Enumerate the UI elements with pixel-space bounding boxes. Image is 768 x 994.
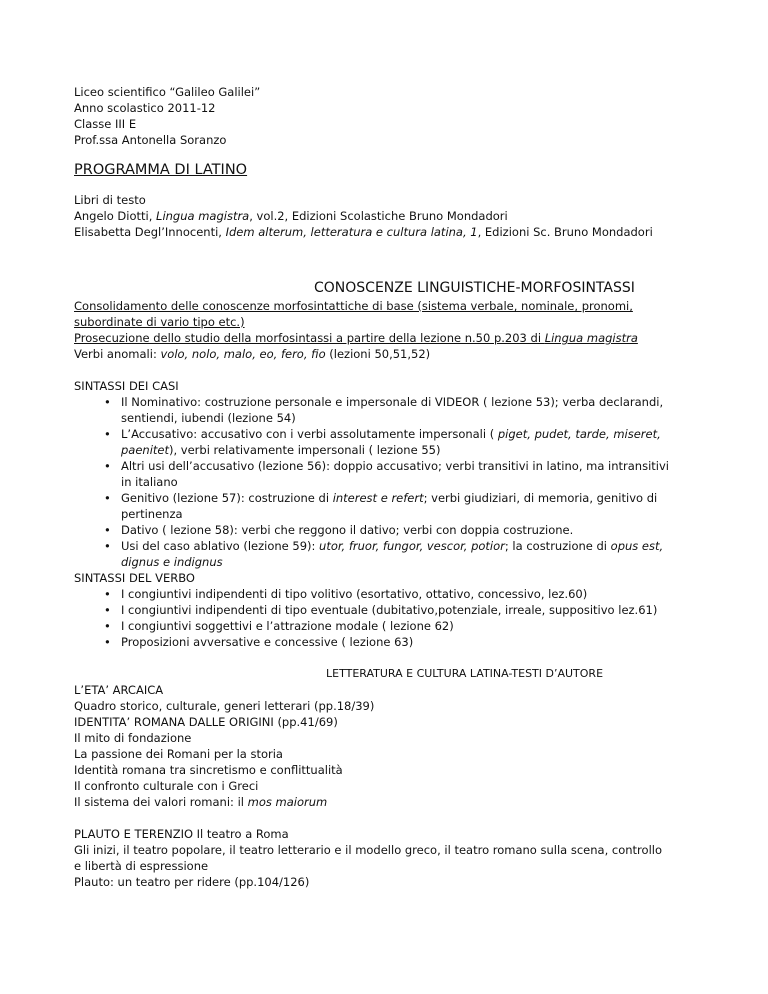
book-1-title: Lingua magistra: [156, 209, 250, 223]
item-text: sentiendi, iubendi (lezione 54): [121, 411, 296, 425]
consolidamento-line-1: Consolidamento delle conoscenze morfosintattiche di base (sistema verbale, nominale, pronomi,: [74, 299, 633, 313]
teatro-line-2: e libertà di espressione: [74, 859, 209, 873]
item-text: [121, 490, 714, 506]
item-text: • Dativo ( lezione 58): verbi che reggono il dativo; verbi con doppia costruzione.: [121, 523, 574, 537]
sintassi-casi-heading: SINTASSI DEI CASI: [74, 379, 179, 393]
book-2-details: , Edizioni Sc. Bruno Mondadori: [477, 225, 653, 239]
item-text: • I congiuntivi indipendenti di tipo volitivo (esortativo, ottativo, concessivo, lez.60): [121, 587, 588, 601]
item-text-italic: piget, pudet, tarde, miseret,: [497, 427, 661, 441]
sistema-valori-text: Il sistema dei valori romani: il: [74, 795, 248, 809]
eta-arcaica: L’ETA’ ARCAICA: [74, 683, 164, 697]
prosecuzione-book: Lingua magistra: [544, 331, 638, 345]
passione-storia: La passione dei Romani per la storia: [74, 747, 283, 761]
verbi-anomali-lessons: (lezioni 50,51,52): [325, 347, 431, 361]
item-text: in italiano: [121, 475, 178, 489]
class-name: Classe III E: [74, 117, 137, 131]
school-year: Anno scolastico 2011-12: [74, 101, 216, 115]
list-item: [121, 522, 714, 538]
item-text-part: ), verbi relativamente impersonali ( lezione 55): [169, 443, 441, 457]
sintassi-verbo-heading: SINTASSI DEL VERBO: [74, 571, 195, 585]
item-text-italic: opus est,: [610, 539, 664, 553]
item-text: • Altri usi dell’accusativo (lezione 56): doppio accusativo; verbi transitivi in latino, ma intransitivi: [121, 459, 669, 473]
list-item: [121, 586, 714, 602]
quadro-storico: Quadro storico, culturale, generi letterari (pp.18/39): [74, 699, 375, 713]
list-item: [121, 618, 714, 634]
item-text-italic: paenitet: [121, 443, 169, 457]
plauto-line: Plauto: un teatro per ridere (pp.104/126): [74, 875, 310, 889]
list-item: [121, 490, 714, 522]
item-text-italic: interest e refert: [332, 491, 424, 505]
sintassi-casi-list: [74, 394, 714, 570]
section-heading-letteratura: LETTERATURA E CULTURA LATINA-TESTI D’AUTORE: [326, 667, 604, 680]
item-text: • I congiuntivi soggettivi e l’attrazione modale ( lezione 62): [121, 619, 454, 633]
item-text-part: ; verbi giudiziari, di memoria, genitivo di: [423, 491, 658, 505]
book-2-title: Idem alterum, letteratura e cultura latina, 1: [225, 225, 478, 239]
list-item: [121, 458, 714, 490]
item-text-part: Usi del caso ablativo (lezione 59):: [121, 539, 320, 553]
item-text-italic: utor, fruor, fungor, vescor, potior: [319, 539, 505, 553]
list-item: [121, 602, 714, 618]
item-text-part: Genitivo (lezione 57): costruzione di: [121, 491, 333, 505]
mos-maiorum: mos maiorum: [247, 795, 328, 809]
item-text: [121, 442, 714, 458]
identita-sincretismo: Identità romana tra sincretismo e conflittualità: [74, 763, 343, 777]
verbi-anomali-list: volo, nolo, malo, eo, fero, fio: [160, 347, 326, 361]
list-item: [121, 538, 714, 570]
confronto-greci: Il confronto culturale con i Greci: [74, 779, 259, 793]
sintassi-verbo-list: [74, 586, 714, 650]
item-text: • I congiuntivi indipendenti di tipo eventuale (dubitativo,potenziale, irreale, suppositivo lez.61): [121, 603, 658, 617]
page-title: PROGRAMMA DI LATINO: [74, 162, 248, 178]
identita-romana: IDENTITA’ ROMANA DALLE ORIGINI (pp.41/69): [74, 715, 338, 729]
item-text: [121, 554, 714, 570]
item-text-part: L’Accusativo: accusativo con i verbi assolutamente impersonali (: [121, 427, 498, 441]
book-2-author: Elisabetta Degl’Innocenti,: [74, 225, 226, 239]
prosecuzione-line: [74, 330, 714, 346]
verbi-anomali-line: [74, 346, 714, 362]
book-2: [74, 224, 714, 240]
list-item: [121, 426, 714, 458]
item-text: • Il Nominativo: costruzione personale e impersonale di VIDEOR ( lezione 53); verba declarandi,: [121, 395, 664, 409]
item-text: pertinenza: [121, 507, 183, 521]
teacher-name: Prof.ssa Antonella Soranzo: [74, 133, 227, 147]
book-1: [74, 208, 714, 224]
list-item: [121, 634, 714, 650]
teatro-line-1: Gli inizi, il teatro popolare, il teatro letterario e il modello greco, il teatro romano sulla scena, controllo: [74, 843, 662, 857]
sistema-valori: [74, 794, 714, 810]
book-1-author: Angelo Diotti,: [74, 209, 157, 223]
mito-fondazione: Il mito di fondazione: [74, 731, 192, 745]
item-text: [121, 426, 714, 442]
verbi-anomali-label: Verbi anomali:: [74, 347, 161, 361]
item-text-part: ; la costruzione di: [504, 539, 611, 553]
section-heading-linguistiche: CONOSCENZE LINGUISTICHE-MORFOSINTASSI: [314, 280, 635, 296]
plauto-terenzio-heading: PLAUTO E TERENZIO Il teatro a Roma: [74, 827, 289, 841]
book-1-details: , vol.2, Edizioni Scolastiche Bruno Mondadori: [249, 209, 508, 223]
item-text: [121, 538, 714, 554]
item-text: • Proposizioni avversative e concessive ( lezione 63): [121, 635, 414, 649]
books-heading: Libri di testo: [74, 193, 146, 207]
list-item: [121, 394, 714, 426]
consolidamento-line-2: subordinate di vario tipo etc.): [74, 315, 245, 329]
item-text-italic: dignus e indignus: [121, 555, 223, 569]
prosecuzione-text: Prosecuzione dello studio della morfosintassi a partire della lezione n.50 p.203 di: [74, 331, 545, 345]
school-name: Liceo scientifico “Galileo Galilei”: [74, 85, 261, 99]
document-page: [74, 84, 714, 890]
